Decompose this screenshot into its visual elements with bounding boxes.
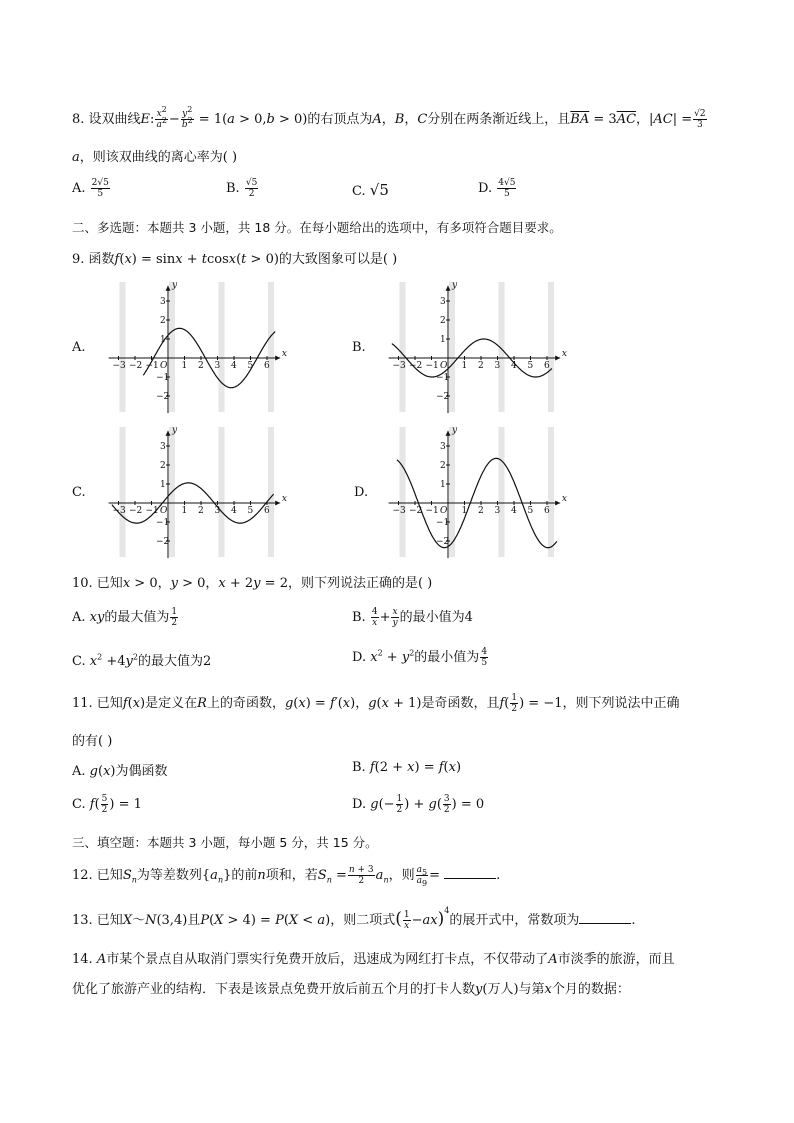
x-tick-label: 3	[494, 361, 501, 371]
y-tick-label: 1	[440, 480, 446, 490]
y-tick-label: −2	[436, 392, 450, 402]
q11-option-c: C. f( $\frac{5}{2}$ ) = 1	[72, 794, 142, 815]
q9-label-d: D.	[354, 485, 369, 500]
q8-option-a: A. $\frac{2√5}{5}$	[72, 178, 109, 199]
q8-option-b: B. $\frac{√5}{2}$	[226, 178, 258, 199]
x-axis-label: x	[561, 349, 567, 359]
x-tick-label: −1	[145, 506, 159, 516]
x-tick-label: 5	[527, 361, 534, 371]
x-tick-label: 4	[231, 506, 237, 516]
x-tick-label: 2	[478, 361, 484, 371]
x-tick-label: O	[440, 361, 448, 371]
q9-label-b: B.	[352, 340, 366, 355]
q11-option-d: D. g(− $\frac{1}{2}$ ) + g( $\frac{3}{2}$ ) = 0	[352, 794, 485, 815]
q11-line2: 的有( )	[72, 734, 113, 749]
x-tick-label: −2	[409, 506, 423, 516]
x-tick-label: −1	[425, 506, 439, 516]
y-tick-label: −1	[436, 373, 450, 383]
x-tick-label: 1	[181, 361, 188, 371]
x-tick-label: 3	[494, 506, 501, 516]
q8-option-d: D. $\frac{4√5}{5}$	[478, 178, 516, 199]
y-tick-label: −1	[436, 518, 450, 528]
section-2-heading: 二、多选题：本题共 3 小题，共 18 分。在每小题给出的选项中，有多项符合题目要求。	[72, 220, 562, 235]
x-tick-label: 4	[231, 361, 237, 371]
x-tick-label: −3	[112, 361, 126, 371]
q8-stem-a: 8. 设双曲线	[72, 112, 141, 127]
y-axis-label: y	[172, 425, 178, 436]
q11-option-b: B. f(2 + x) = f(x)	[352, 760, 462, 775]
x-tick-label: O	[440, 506, 448, 516]
q9-graph-a	[100, 280, 287, 415]
x-axis-label: x	[561, 494, 567, 504]
y-tick-label: 1	[160, 480, 166, 490]
x-tick-label: 2	[198, 361, 204, 371]
x-tick-label: 5	[527, 506, 534, 516]
q10-option-c: C. $x^2 +4y^2$的最大值为2	[72, 652, 212, 669]
x-tick-label: 6	[264, 361, 270, 371]
q9-graph-b	[380, 280, 567, 415]
q8-line2: a，则该双曲线的离心率为( )	[72, 150, 238, 165]
y-tick-label: −1	[156, 373, 170, 383]
x-tick-label: −3	[112, 506, 126, 516]
q10-option-a: A. xy的最大值为 $\frac{1}{2}$	[72, 607, 178, 628]
y-axis-label: y	[452, 425, 458, 436]
x-tick-label: 2	[198, 506, 204, 516]
x-tick-label: −1	[425, 361, 439, 371]
x-tick-label: 2	[478, 506, 484, 516]
x-tick-label: 4	[511, 506, 517, 516]
q13-answer-blank[interactable]	[579, 911, 631, 924]
y-tick-label: 1	[440, 335, 446, 345]
q10-stem: 10. 已知x > 0，y > 0，x + 2y = 2，则下列说法正确的是( )	[72, 576, 433, 591]
y-tick-label: 1	[160, 335, 166, 345]
y-tick-label: 3	[160, 442, 166, 452]
x-tick-label: 6	[544, 506, 550, 516]
q12-stem: 12. 已知$S_n$为等差数列$\{a_n\}$的前n项和，若$S_n$ = $\frac{n + 3}{2}$ $a_n$，则 $\frac{a_5}{a_9}$ = .	[72, 865, 501, 888]
x-tick-label: −2	[129, 361, 143, 371]
x-tick-label: 1	[461, 506, 468, 516]
q11-option-a: A. g(x)为偶函数	[72, 764, 168, 779]
y-tick-label: −1	[156, 518, 170, 528]
q8-stem: 8. 设双曲线E: $\frac{x^2}{a^2}$ − $\frac{y^2}{b^2}$ = 1(a > 0,b > 0)的右顶点为A，B，C分别在两条渐近线上，且$\overline{BA} = 3\overline{AC}$，|AC| = $\frac{√2}{3}$	[72, 105, 706, 130]
q8-stem-b: 的右顶点为	[307, 112, 373, 127]
x-tick-label: −2	[409, 361, 423, 371]
x-axis-arrow	[275, 501, 280, 506]
q10-option-d: D. $x^2 + y^2$的最小值为 $\frac{4}{5}$	[352, 647, 488, 668]
x-axis-label: x	[281, 494, 287, 504]
q12-answer-blank[interactable]	[444, 866, 496, 879]
q9-label-c: C.	[72, 485, 86, 500]
x-tick-label: 4	[511, 361, 517, 371]
x-tick-label: 1	[181, 506, 188, 516]
x-tick-label: −1	[145, 361, 159, 371]
y-axis-label: y	[172, 280, 178, 291]
y-tick-label: 3	[160, 297, 166, 307]
x-tick-label: 1	[461, 361, 468, 371]
q9-label-a: A.	[72, 340, 86, 355]
x-tick-label: O	[160, 506, 168, 516]
x-tick-label: 6	[544, 361, 550, 371]
y-tick-label: 3	[440, 297, 446, 307]
x-tick-label: −3	[392, 361, 406, 371]
q14-line2: 优化了旅游产业的结构．下表是该景点免费开放后前五个月的打卡人数y(万人)与第x个月的数据：	[72, 982, 630, 997]
x-axis-arrow	[555, 501, 560, 506]
y-tick-label: 3	[440, 442, 446, 452]
q11-stem: 11. 已知f(x)是定义在R上的奇函数，g(x) = f′(x)，g(x + 1)是奇函数，且f( $\frac{1}{2}$ ) = −1，则下列说法中正确	[72, 693, 680, 714]
x-tick-label: O	[160, 361, 168, 371]
x-tick-label: −2	[129, 506, 143, 516]
q9-graph-c	[100, 425, 287, 560]
x-axis-arrow	[275, 356, 280, 361]
x-tick-label: 3	[214, 506, 221, 516]
x-tick-label: 5	[247, 361, 254, 371]
y-tick-label: 2	[440, 461, 446, 471]
x-tick-label: 6	[264, 506, 270, 516]
x-tick-label: 3	[214, 361, 221, 371]
q13-stem: 13. 已知X～N(3,4)且P(X > 4) = P(X < a)，则二项式( $\frac{1}{x}$ −ax)$^4$的展开式中，常数项为 .	[72, 905, 636, 931]
q14-line1: 14. A市某个景点自从取消门票实行免费开放后，迅速成为网红打卡点，不仅带动了A市淡季的旅游，而且	[72, 952, 675, 967]
section-3-heading: 三、填空题：本题共 3 小题，每小题 5 分，共 15 分。	[72, 835, 378, 850]
q8-stem-c: 分别在两条渐近线上，且	[427, 112, 571, 127]
q8-line2-text: ，则该双曲线的离心率为( )	[79, 150, 238, 165]
y-tick-label: −2	[156, 392, 170, 402]
q8-option-c: C. √5	[352, 181, 389, 199]
x-tick-label: −3	[392, 506, 406, 516]
y-tick-label: 2	[440, 316, 446, 326]
y-tick-label: −2	[156, 537, 170, 547]
x-tick-label: 5	[247, 506, 254, 516]
x-axis-label: x	[281, 349, 287, 359]
q9-stem: 9. 函数f(x) = sinx + tcosx(t > 0)的大致图象可以是( )	[72, 252, 398, 267]
y-tick-label: −2	[436, 537, 450, 547]
y-tick-label: 2	[160, 461, 166, 471]
q10-option-b: B. $\frac{4}{x}$ + $\frac{x}{y}$ 的最小值为4	[352, 607, 473, 628]
y-axis-label: y	[452, 280, 458, 291]
q9-graph-d	[380, 425, 570, 560]
x-axis-arrow	[555, 356, 560, 361]
y-tick-label: 2	[160, 316, 166, 326]
